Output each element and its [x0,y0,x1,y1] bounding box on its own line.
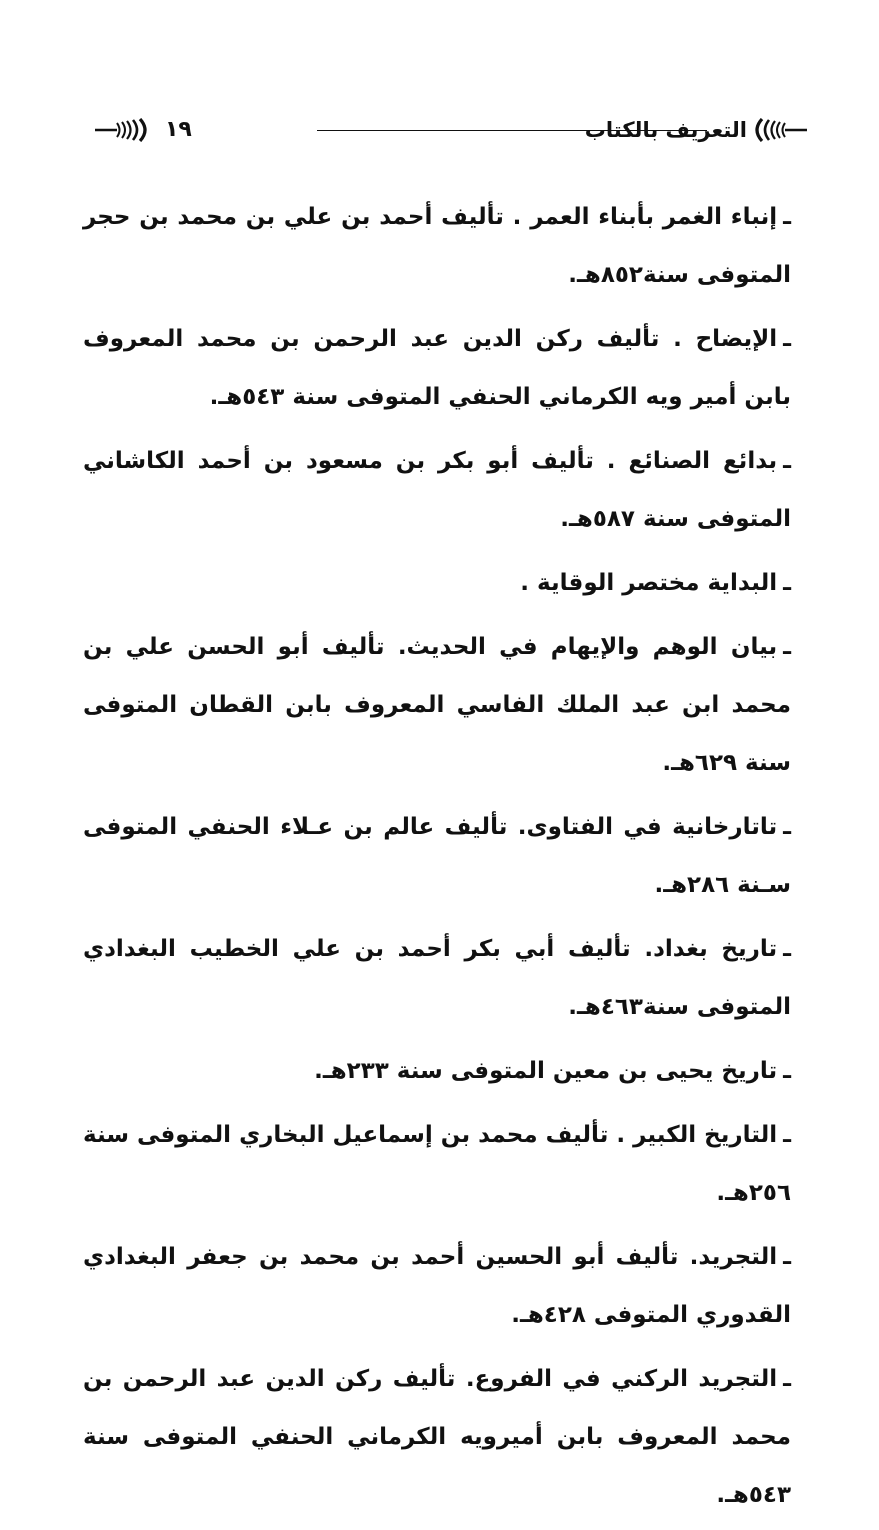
bibliography-entry [83,310,791,426]
entry-dash: ـ [783,448,791,474]
bibliography-entry [83,798,791,914]
entry-dash: ـ [783,570,791,596]
bibliography-entry [83,920,791,1036]
entry-text: إنباء الغمر بأبناء العمر . تأليف أحمد بن علي بن محمد بن حجر المتوفى سنة٨٥٢هـ. [83,204,791,288]
entry-dash: ـ [783,204,791,230]
entry-dash: ـ [783,1058,791,1084]
bibliography-entry [83,1106,791,1222]
entry-text: تاريخ بغداد. تأليف أبي بكر أحمد بن علي الخطيب البغدادي المتوفى سنة٤٦٣هـ. [83,936,791,1020]
entry-dash: ـ [783,326,791,352]
bibliography-entry [83,1350,791,1524]
entry-dash: ـ [783,936,791,962]
entry-dash: ـ [783,634,791,660]
running-header [95,112,807,148]
page-number: ١٩ [165,117,192,142]
entry-text: بيان الوهم والإيهام في الحديث. تأليف أبو الحسن علي بن محمد ابن عبد الملك الفاسي المعروف بابن القطان المتوفى سنة ٦٢٩هـ. [83,634,791,776]
bibliography-entry [83,554,791,612]
entry-text: تاتارخانية في الفتاوى. تأليف عالم بن عـلاء الحنفي المتوفى سـنة ٢٨٦هـ. [83,814,791,898]
bibliography-list [83,188,791,1530]
entry-dash: ـ [783,1244,791,1270]
entry-text: الإيضاح . تأليف ركن الدين عبد الرحمن بن محمد المعروف بابن أمير ويه الكرماني الحنفي المتوفى سنة ٥٤٣هـ. [83,326,791,410]
bibliography-entry [83,432,791,548]
entry-text: تاريخ يحيى بن معين المتوفى سنة ٢٣٣هـ. [314,1058,778,1084]
bibliography-entry [83,1042,791,1100]
bibliography-entry [83,1228,791,1344]
left-ornament-icon [95,118,157,142]
running-title: التعريف بالكتاب [584,118,747,142]
entry-dash: ـ [783,1366,791,1392]
entry-text: التجريد. تأليف أبو الحسين أحمد بن محمد بن جعفر البغدادي القدوري المتوفى ٤٢٨هـ. [83,1244,791,1328]
entry-text: البداية مختصر الوقاية . [520,570,778,596]
entry-text: التاريخ الكبير . تأليف محمد بن إسماعيل البخاري المتوفى سنة ٢٥٦هـ. [83,1122,791,1206]
entry-dash: ـ [783,814,791,840]
entry-text: بدائع الصنائع . تأليف أبو بكر بن مسعود بن أحمد الكاشاني المتوفى سنة ٥٨٧هـ. [83,448,791,532]
entry-text: التجريد الركني في الفروع. تأليف ركن الدين عبد الرحمن بن محمد المعروف بابن أميرويه الكرماني الحنفي المتوفى سنة ٥٤٣هـ. [83,1366,791,1508]
bibliography-entry [83,618,791,792]
bibliography-entry [83,188,791,304]
entry-dash: ـ [783,1122,791,1148]
right-ornament-icon [745,118,807,142]
